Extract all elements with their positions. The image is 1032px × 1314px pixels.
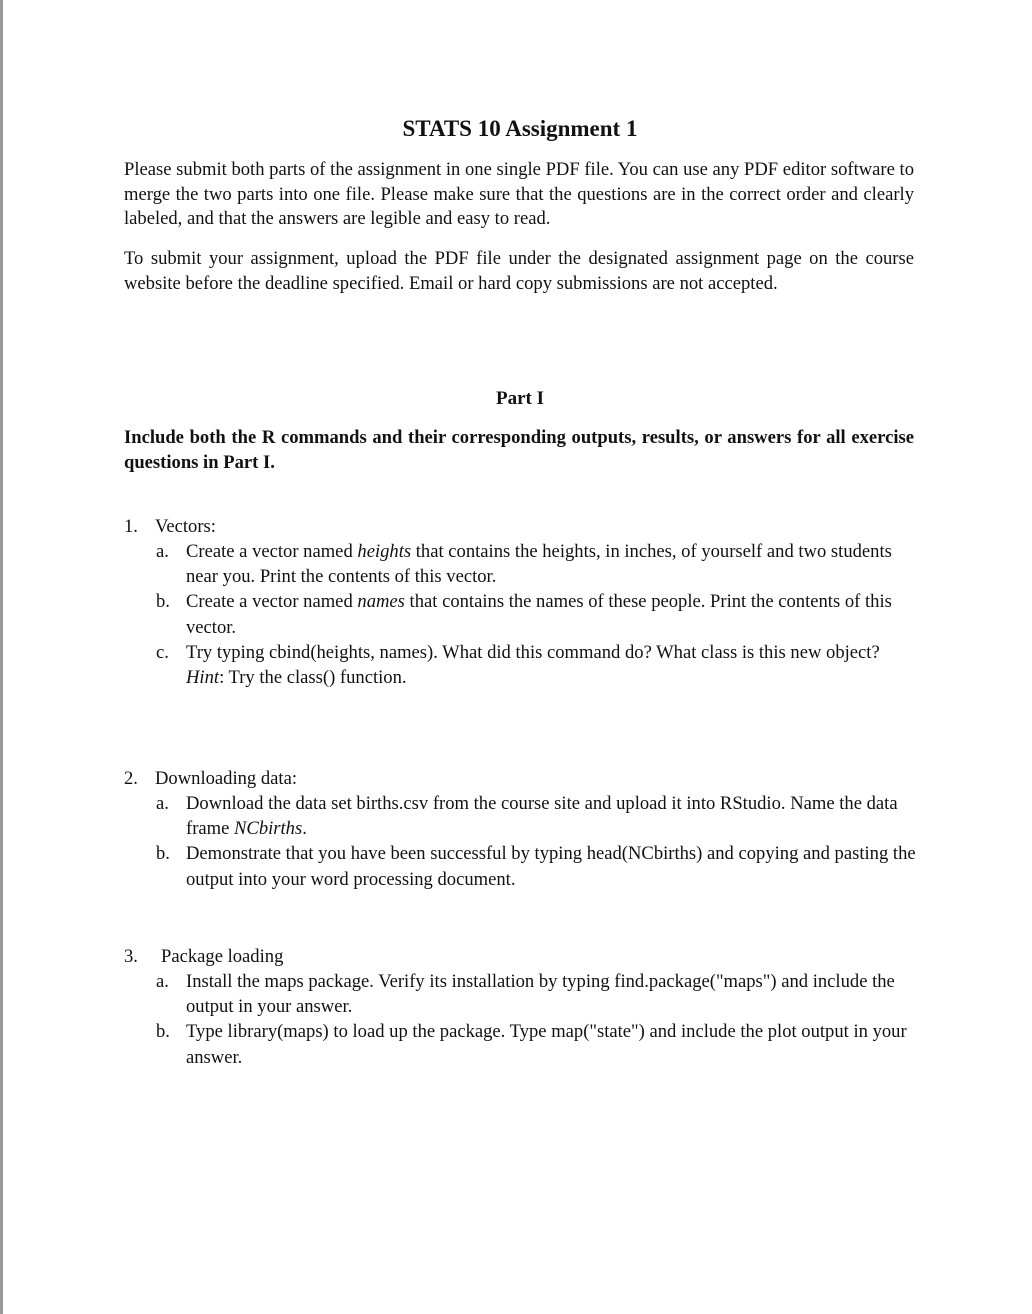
hint-label: Hint (186, 667, 220, 689)
sub-question-2a (124, 791, 916, 841)
question-title: Downloading data: (155, 768, 298, 789)
question-title: Vectors: (155, 516, 216, 537)
question-2 (124, 766, 916, 892)
question-number: 2. (124, 768, 138, 789)
question-number: 1. (124, 516, 138, 537)
data-frame-name: NCbirths (234, 818, 303, 840)
hint-text: : Try the class() function. (219, 667, 407, 689)
sub-question-text: Demonstrate that you have been successful by typing head(NCbirths) and copying and pasting the output into your word processing document. (186, 843, 916, 890)
sub-question-letter: c. (156, 641, 169, 663)
page-edge-divider (0, 0, 3, 1314)
document-title: STATS 10 Assignment 1 (402, 116, 638, 141)
question-header (124, 766, 916, 791)
sub-question-1c (124, 640, 916, 690)
sub-question-text: Download the data set births.csv from the course site and upload it into RStudio. Name the data frame NCbirths. (186, 793, 898, 840)
question-title: Package loading (161, 946, 284, 967)
sub-question-letter: b. (156, 1021, 170, 1043)
question-header (124, 944, 916, 969)
question-3 (124, 944, 916, 1070)
part-heading: Part I (495, 388, 544, 409)
question-header (124, 514, 916, 539)
sub-question-2b (124, 841, 916, 891)
sub-question-letter: a. (156, 971, 169, 992)
variable-name-heights: heights (357, 541, 412, 562)
sub-question-letter: a. (156, 793, 169, 814)
sub-question-letter: a. (156, 541, 169, 562)
question-1 (124, 514, 916, 690)
intro-paragraph-upload: To submit your assignment, upload the PDF file under the designated assignment page on the course website before the deadline specified. Email or hard copy submissions are not accepted. (124, 248, 914, 294)
sub-question-text: Try typing cbind(heights, names). What did this command do? What class is this new object? Hint: Try the class() function. (186, 641, 880, 689)
sub-question-text: Install the maps package. Verify its installation by typing find.package("maps") and include the output in your answer. (186, 971, 895, 1018)
variable-name-names: names (357, 591, 405, 613)
part-instructions: Include both the R commands and their corresponding outputs, results, or answers for all exercise questions in Part I. (124, 427, 914, 473)
sub-question-1b (124, 589, 916, 639)
sub-question-1a (124, 539, 916, 589)
sub-question-3a (124, 969, 916, 1019)
sub-question-3b (124, 1019, 916, 1069)
sub-question-text: Create a vector named heights that contains the heights, in inches, of yourself and two students near you. Print the contents of this vector. (186, 541, 892, 588)
sub-question-text: Type library(maps) to load up the package. Type map("state") and include the plot output in your answer. (186, 1021, 907, 1068)
sub-question-letter: b. (156, 591, 170, 613)
sub-question-letter: b. (156, 843, 170, 865)
intro-paragraph-submission: Please submit both parts of the assignment in one single PDF file. You can use any PDF editor software to merge the two parts into one file. Please make sure that the questions are in the correct order and clearly labeled, and that the answers are legible and easy to read. (124, 159, 914, 229)
question-number: 3. (124, 946, 138, 967)
sub-question-text: Create a vector named names that contains the names of these people. Print the contents of this vector. (186, 591, 892, 638)
